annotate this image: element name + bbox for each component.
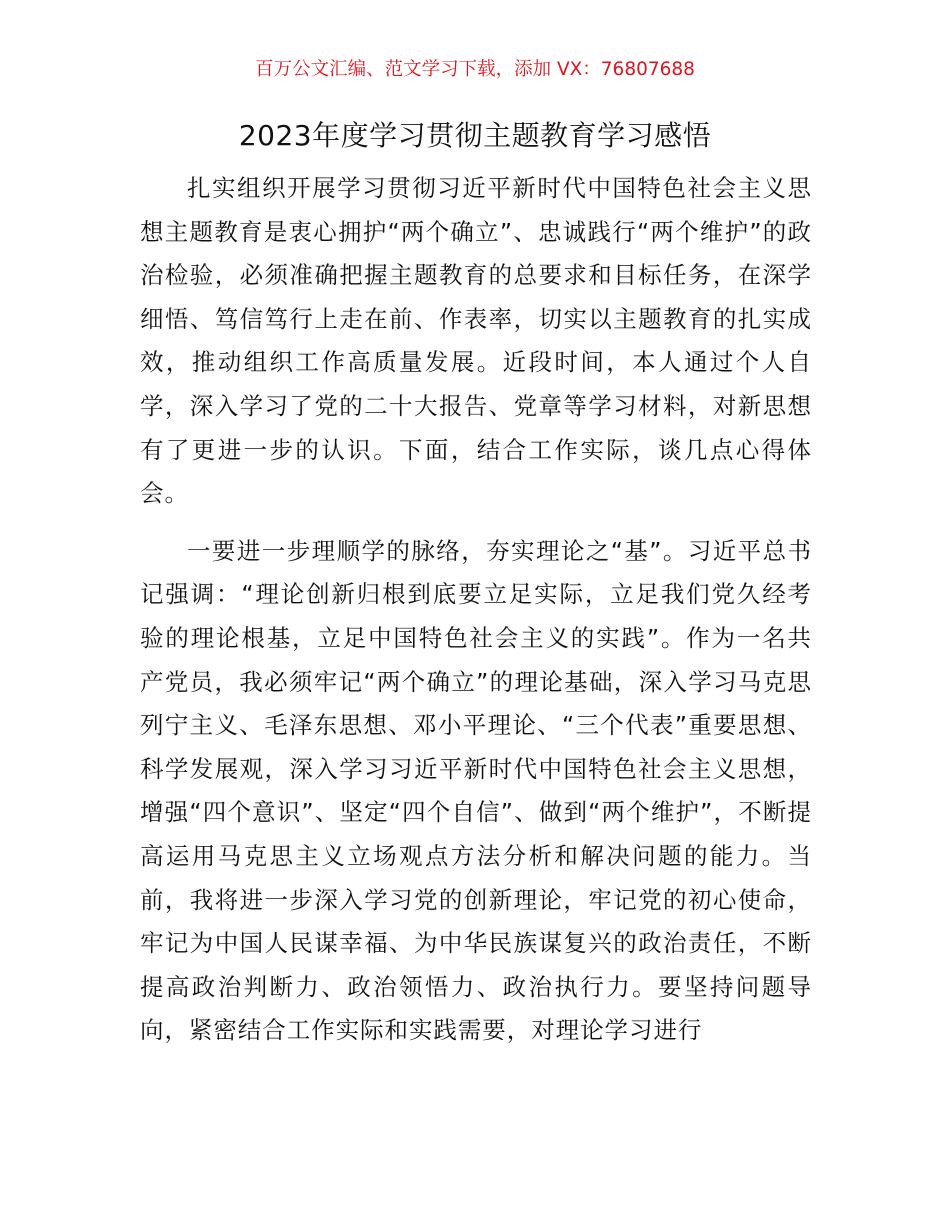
paragraph-intro: 扎实组织开展学习贯彻习近平新时代中国特色社会主义思想主题教育是衷心拥护“两个确立”、忠诚践行“两个维护”的政治检验，必须准确把握主题教育的总要求和目标任务，在深学细悟、笃信笃行上走在前、作表率，切实以主题教育的扎实成效，推动组织工作高质量发展。近段时间，本人通过个人自学，深入学习了党的二十大报告、党章等学习材料，对新思想有了更进一步的认识。下面，结合工作实际，谈几点心得体会。 (140, 174, 812, 508)
document-title: 2023年度学习贯彻主题教育学习感悟 (238, 119, 712, 152)
watermark-header-note: 百万公文汇编、范文学习下载，添加 VX：76807688 (255, 59, 695, 80)
paragraph-point-one: 一要进一步理顺学的脉络，夯实理论之“基”。习近平总书记强调：“理论创新归根到底要立足实际，立足我们党久经考验的理论根基，立足中国特色社会主义的实践”。作为一名共产党员，我必须牢记“两个确立”的理论基础，深入学习马克思列宁主义、毛泽东思想、邓小平理论、“三个代表”重要思想、科学发展观，深入学习习近平新时代中国特色社会主义思想，增强“四个意识”、坚定“四个自信”、做到“两个维护”，不断提高运用马克思主义立场观点方法分析和解决问题的能力。当前，我将进一步深入学习党的创新理论，牢记党的初心使命，牢记为中国人民谋幸福、为中华民族谋复兴的政治责任，不断提高政治判断力、政治领悟力、政治执行力。要坚持问题导向，紧密结合工作实际和实践需要，对理论学习进行 (140, 536, 812, 1045)
document-body (140, 167, 812, 1053)
